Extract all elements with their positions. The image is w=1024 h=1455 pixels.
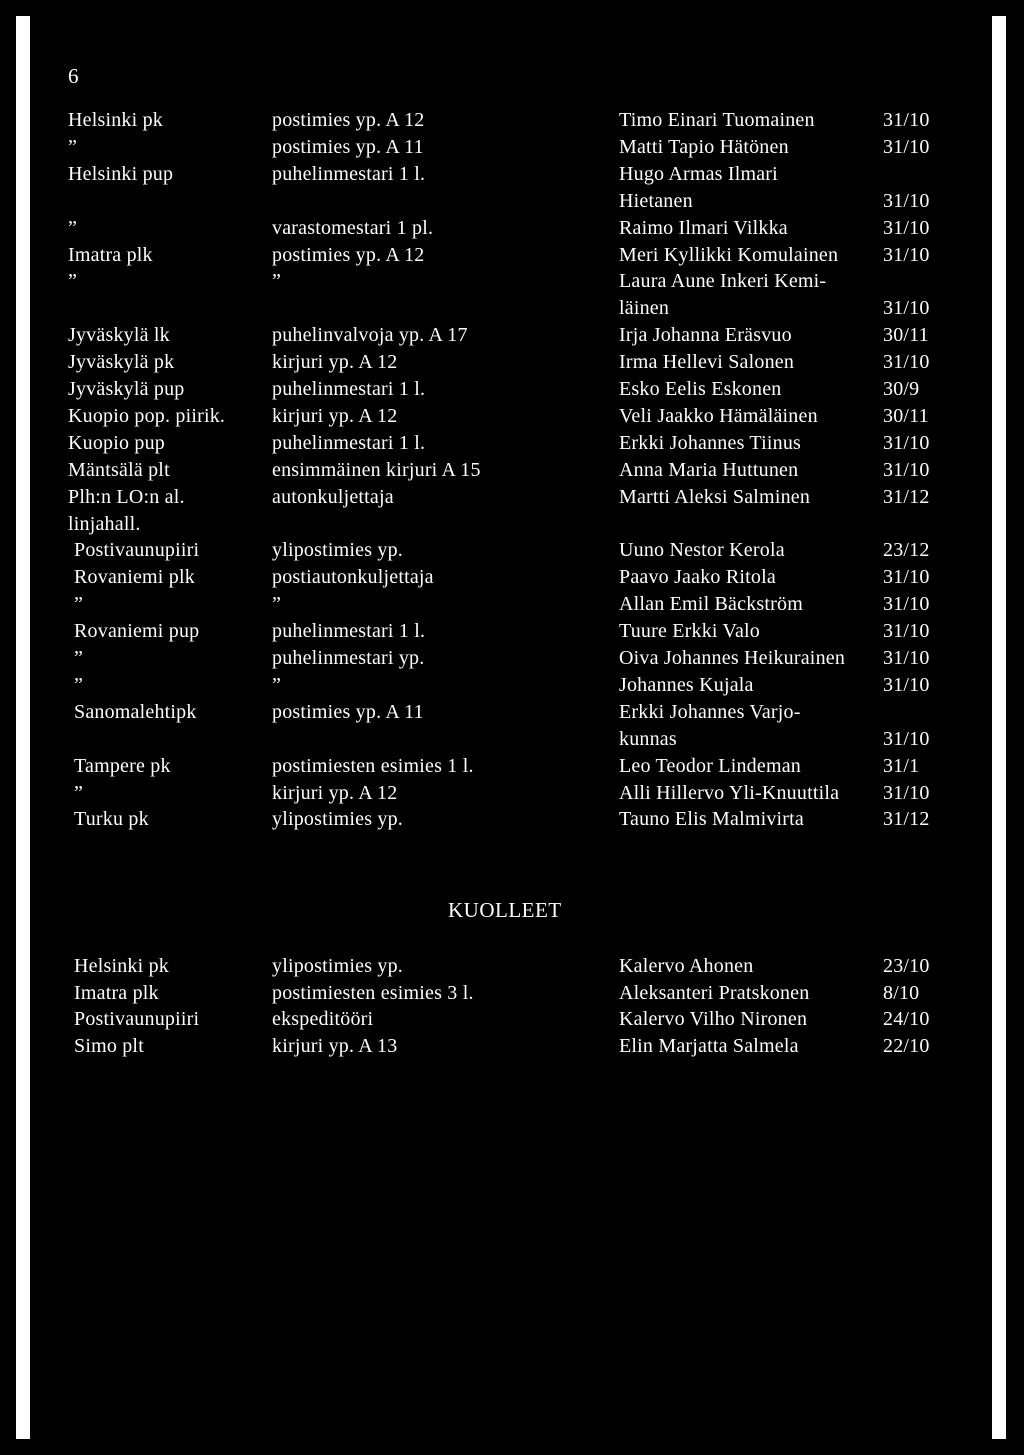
rows-row-26-c3: Tauno Elis Malmivirta: [619, 808, 804, 831]
rows-row-25-c3: Alli Hillervo Yli-Knuuttila: [619, 781, 840, 804]
rows-row-23-c3: kunnas: [619, 727, 677, 750]
deceased-row-0-c4: 23/10: [883, 955, 930, 977]
rows-row-18-c1: ”: [74, 593, 84, 616]
rows-row-4-c4: 31/10: [883, 216, 930, 239]
rows-row-3-c3: Hietanen: [619, 189, 693, 212]
rows-row-9-c4: 31/10: [883, 351, 930, 374]
rows-row-17-c4: 31/10: [883, 566, 930, 589]
deceased-row-1-c1: Imatra plk: [74, 981, 159, 1004]
rows-row-6-c3: Laura Aune Inkeri Kemi-: [619, 270, 827, 293]
rows-row-25-c4: 31/10: [883, 781, 930, 804]
rows-row-10-c1: Jyväskylä pup: [68, 378, 185, 400]
rows-row-9-c2: kirjuri yp. A 12: [272, 351, 398, 374]
rows-row-24-c4: 31/1: [883, 754, 920, 777]
rows-row-19-c2: puhelinmestari 1 l.: [272, 620, 426, 643]
rows-row-6-c1: ”: [68, 270, 78, 293]
deceased-row-1-c2: postimiesten esimies 3 l.: [272, 981, 474, 1004]
left-border-bar: [16, 16, 30, 1439]
rows-row-16-c3: Uuno Nestor Kerola: [619, 539, 785, 562]
rows-row-10-c3: Esko Eelis Eskonen: [619, 378, 782, 400]
rows-row-13-c4: 31/10: [883, 458, 930, 481]
rows-row-2-c1: Helsinki pup: [68, 162, 174, 185]
rows-row-5-c2: postimies yp. A 12: [272, 243, 425, 266]
rows-row-21-c3: Johannes Kujala: [619, 673, 754, 696]
rows-row-7-c4: 31/10: [883, 297, 930, 320]
rows-row-8-c4: 30/11: [883, 324, 929, 347]
rows-row-24-c1: Tampere pk: [74, 754, 171, 777]
rows-row-23-c4: 31/10: [883, 727, 930, 750]
rows-row-16-c1: Postivaunupiiri: [74, 539, 200, 562]
rows-row-17-c3: Paavo Jaako Ritola: [619, 566, 776, 589]
rows-row-20-c3: Oiva Johannes Heikurainen: [619, 647, 846, 669]
rows-row-9-c1: Jyväskylä pk: [68, 351, 175, 374]
rows-row-26-c4: 31/12: [883, 808, 930, 831]
rows-row-21-c2: ”: [272, 673, 282, 696]
rows-row-14-c2: autonkuljettaja: [272, 485, 394, 508]
rows-row-20-c1: ”: [74, 647, 84, 669]
rows-row-1-c3: Matti Tapio Hätönen: [619, 135, 789, 158]
rows-row-13-c1: Mäntsälä plt: [68, 458, 170, 481]
rows-row-7-c3: läinen: [619, 297, 670, 320]
rows-row-20-c2: puhelinmestari yp.: [272, 647, 425, 669]
deceased-row-2-c1: Postivaunupiiri: [74, 1008, 200, 1030]
rows-row-14-c4: 31/12: [883, 485, 930, 508]
rows-row-22-c1: Sanomalehtipk: [74, 700, 197, 723]
rows-row-15-c1: linjahall.: [68, 512, 141, 535]
rows-row-18-c2: ”: [272, 593, 282, 616]
rows-row-4-c2: varastomestari 1 pl.: [272, 216, 434, 239]
rows-row-5-c4: 31/10: [883, 243, 930, 266]
rows-row-0-c3: Timo Einari Tuomainen: [619, 109, 815, 131]
rows-row-4-c3: Raimo Ilmari Vilkka: [619, 216, 788, 239]
rows-row-17-c1: Rovaniemi plk: [74, 566, 195, 589]
rows-row-5-c3: Meri Kyllikki Komulainen: [619, 243, 839, 266]
rows-row-21-c4: 31/10: [883, 673, 930, 696]
rows-row-0-c1: Helsinki pk: [68, 109, 163, 131]
rows-row-21-c1: ”: [74, 673, 84, 696]
rows-row-26-c1: Turku pk: [74, 808, 149, 831]
rows-row-1-c2: postimies yp. A 11: [272, 135, 424, 158]
deceased-row-3-c1: Simo plt: [74, 1034, 144, 1057]
rows-row-25-c2: kirjuri yp. A 12: [272, 781, 398, 804]
deceased-row-3-c4: 22/10: [883, 1034, 930, 1057]
rows-row-6-c2: ”: [272, 270, 282, 293]
rows-row-13-c3: Anna Maria Huttunen: [619, 458, 799, 481]
deceased-row-3-c2: kirjuri yp. A 13: [272, 1034, 398, 1057]
rows-row-10-c2: puhelinmestari 1 l.: [272, 378, 426, 400]
rows-row-17-c2: postiautonkuljettaja: [272, 566, 434, 589]
rows-row-22-c2: postimies yp. A 11: [272, 700, 424, 723]
deceased-row-0-c1: Helsinki pk: [74, 955, 169, 977]
rows-row-11-c2: kirjuri yp. A 12: [272, 404, 398, 427]
rows-row-11-c4: 30/11: [883, 404, 929, 427]
page-number: 6: [68, 64, 79, 88]
rows-row-14-c1: Plh:n LO:n al.: [68, 485, 185, 508]
rows-row-16-c2: ylipostimies yp.: [272, 539, 403, 562]
deceased-row-2-c4: 24/10: [883, 1008, 930, 1030]
rows-row-20-c4: 31/10: [883, 647, 930, 669]
deceased-heading: KUOLLEET: [448, 898, 562, 922]
rows-row-24-c3: Leo Teodor Lindeman: [619, 754, 801, 777]
rows-row-16-c4: 23/12: [883, 539, 930, 562]
rows-row-13-c2: ensimmäinen kirjuri A 15: [272, 458, 481, 481]
rows-row-25-c1: ”: [74, 781, 84, 804]
rows-row-26-c2: ylipostimies yp.: [272, 808, 403, 831]
rows-row-8-c1: Jyväskylä lk: [68, 324, 170, 347]
rows-row-10-c4: 30/9: [883, 378, 920, 400]
rows-row-19-c3: Tuure Erkki Valo: [619, 620, 760, 643]
rows-row-19-c4: 31/10: [883, 620, 930, 643]
rows-row-11-c3: Veli Jaakko Hämäläinen: [619, 404, 818, 427]
rows-row-18-c3: Allan Emil Bäckström: [619, 593, 803, 616]
rows-row-0-c2: postimies yp. A 12: [272, 109, 425, 131]
rows-row-12-c1: Kuopio pup: [68, 431, 165, 454]
rows-row-8-c2: puhelinvalvoja yp. A 17: [272, 324, 468, 347]
rows-row-2-c2: puhelinmestari 1 l.: [272, 162, 426, 185]
right-border-bar: [992, 16, 1006, 1439]
rows-row-2-c3: Hugo Armas Ilmari: [619, 162, 778, 185]
rows-row-19-c1: Rovaniemi pup: [74, 620, 200, 643]
rows-row-14-c3: Martti Aleksi Salminen: [619, 485, 811, 508]
deceased-row-0-c2: ylipostimies yp.: [272, 955, 403, 977]
rows-row-1-c4: 31/10: [883, 135, 930, 158]
deceased-row-2-c2: ekspeditööri: [272, 1008, 374, 1030]
rows-row-9-c3: Irma Hellevi Salonen: [619, 351, 795, 374]
deceased-row-0-c3: Kalervo Ahonen: [619, 955, 754, 977]
rows-row-22-c3: Erkki Johannes Varjo-: [619, 700, 801, 723]
deceased-row-1-c3: Aleksanteri Pratskonen: [619, 981, 810, 1004]
deceased-row-3-c3: Elin Marjatta Salmela: [619, 1034, 799, 1057]
rows-row-18-c4: 31/10: [883, 593, 930, 616]
rows-row-0-c4: 31/10: [883, 109, 930, 131]
rows-row-24-c2: postimiesten esimies 1 l.: [272, 754, 474, 777]
rows-row-12-c3: Erkki Johannes Tiinus: [619, 431, 802, 454]
rows-row-1-c1: ”: [68, 135, 78, 158]
rows-row-3-c4: 31/10: [883, 189, 930, 212]
rows-row-11-c1: Kuopio pop. piirik.: [68, 404, 226, 427]
rows-row-4-c1: ”: [68, 216, 78, 239]
deceased-row-2-c3: Kalervo Vilho Nironen: [619, 1008, 808, 1030]
rows-row-12-c2: puhelinmestari 1 l.: [272, 431, 426, 454]
rows-row-8-c3: Irja Johanna Eräsvuo: [619, 324, 792, 347]
rows-row-5-c1: Imatra plk: [68, 243, 153, 266]
rows-row-12-c4: 31/10: [883, 431, 930, 454]
deceased-row-1-c4: 8/10: [883, 981, 920, 1004]
